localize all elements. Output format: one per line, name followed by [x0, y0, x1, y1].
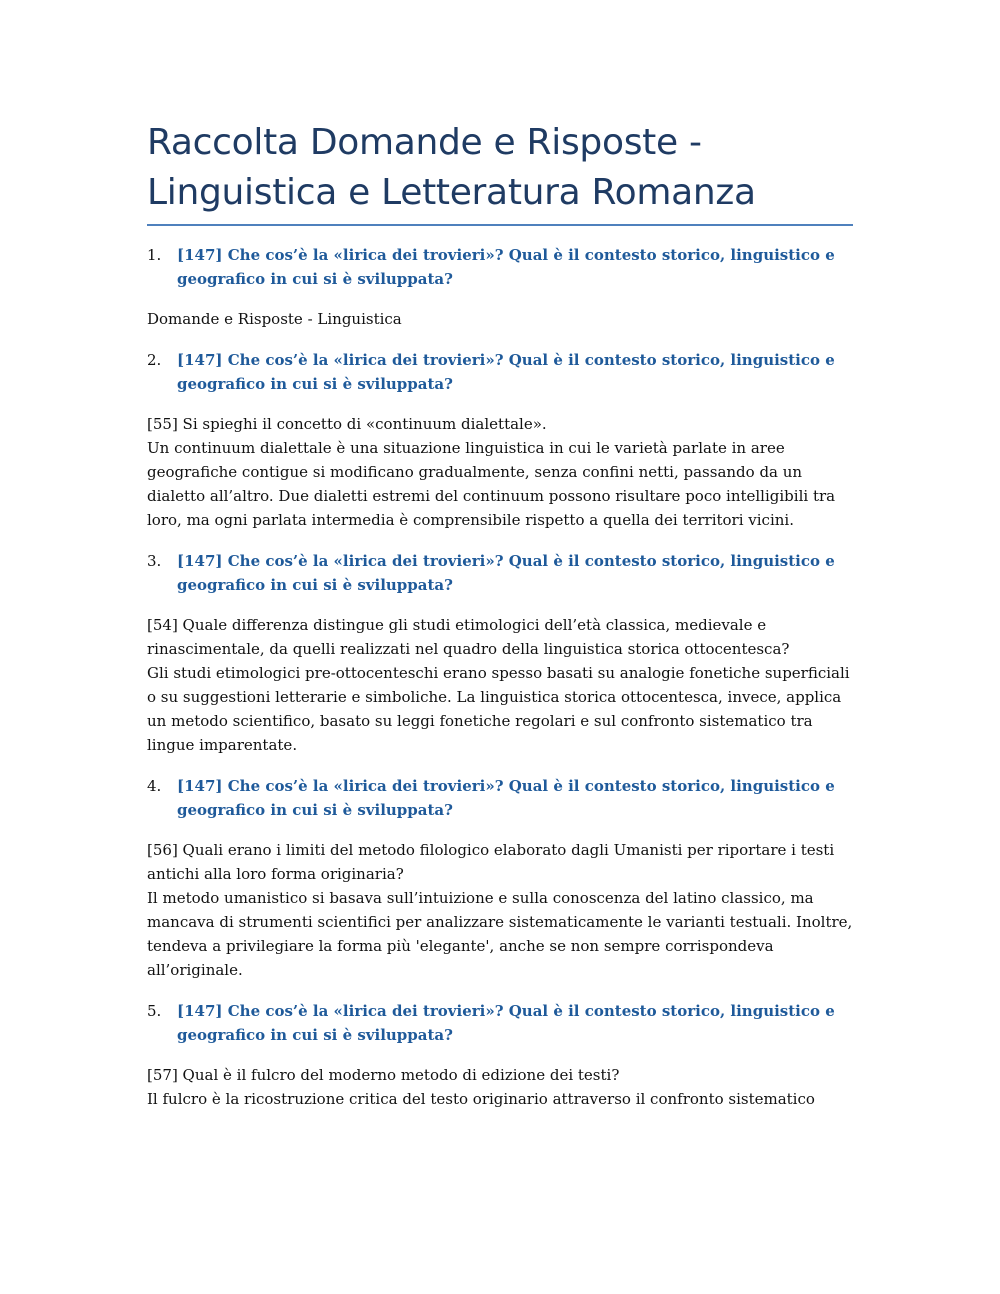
- answer-paragraph-4: [147, 838, 853, 982]
- answer-paragraph-5: [147, 1063, 853, 1111]
- paragraph-answer: Il metodo umanistico si basava sull’intuizione e sulla conoscenza del latino classico, ma mancava di strumenti scientifici per analizzare sistematicamente le varianti testuali. Inoltre, tendeva a privilegiare la forma più 'elegante', anche se non sempre corrispondeva all’originale.: [147, 889, 853, 979]
- paragraph-answer: Il fulcro è la ricostruzione critica del testo originario attraverso il confronto sistematico: [147, 1090, 815, 1108]
- document-title: [147, 118, 853, 226]
- list-number: 1.: [147, 246, 162, 264]
- question-heading-2: [147, 348, 853, 396]
- question-text: [147] Che cos’è la «lirica dei trovieri»? Qual è il contesto storico, linguistico e geografico in cui si è sviluppata?: [177, 246, 835, 288]
- question-text: [147] Che cos’è la «lirica dei trovieri»? Qual è il contesto storico, linguistico e geografico in cui si è sviluppata?: [177, 351, 835, 393]
- document-page: [147, 118, 853, 1111]
- question-heading-5: [147, 999, 853, 1047]
- list-number: 4.: [147, 777, 162, 795]
- list-number: 3.: [147, 552, 162, 570]
- question-heading-1: [147, 243, 853, 291]
- paragraph-question: Domande e Risposte - Linguistica: [147, 310, 402, 328]
- answer-paragraph-1: [147, 307, 853, 331]
- list-number: 2.: [147, 351, 162, 369]
- question-text: [147] Che cos’è la «lirica dei trovieri»? Qual è il contesto storico, linguistico e geografico in cui si è sviluppata?: [177, 1002, 835, 1044]
- paragraph-answer: Gli studi etimologici pre-ottocenteschi erano spesso basati su analogie fonetiche superficiali o su suggestioni letterarie e simboliche. La linguistica storica ottocentesca, invece, applica un metodo scientifico, basato su leggi fonetiche regolari e sul confronto sistematico tra lingue imparentate.: [147, 664, 850, 754]
- list-number: 5.: [147, 1002, 162, 1020]
- paragraph-question: [56] Quali erano i limiti del metodo filologico elaborato dagli Umanisti per riportare i testi antichi alla loro forma originaria?: [147, 841, 835, 883]
- title-line-1: Raccolta Domande e Risposte -: [147, 122, 702, 163]
- paragraph-question: [55] Si spieghi il concetto di «continuum dialettale».: [147, 415, 547, 433]
- paragraph-answer: Un continuum dialettale è una situazione linguistica in cui le varietà parlate in aree geografiche contigue si modificano gradualmente, senza confini netti, passando da un dialetto all’altro. Due dialetti estremi del continuum possono risultare poco intelligibili tra loro, ma ogni parlata intermedia è comprensibile rispetto a quella dei territori vicini.: [147, 439, 836, 529]
- question-heading-4: [147, 774, 853, 822]
- answer-paragraph-2: [147, 412, 853, 532]
- paragraph-question: [54] Quale differenza distingue gli studi etimologici dell’età classica, medievale e rinascimentale, da quelli realizzati nel quadro della linguistica storica ottocentesca?: [147, 616, 790, 658]
- title-line-2: Linguistica e Letteratura Romanza: [147, 172, 756, 213]
- question-heading-3: [147, 549, 853, 597]
- answer-paragraph-3: [147, 613, 853, 757]
- paragraph-question: [57] Qual è il fulcro del moderno metodo di edizione dei testi?: [147, 1066, 620, 1084]
- question-text: [147] Che cos’è la «lirica dei trovieri»? Qual è il contesto storico, linguistico e geografico in cui si è sviluppata?: [177, 777, 835, 819]
- question-text: [147] Che cos’è la «lirica dei trovieri»? Qual è il contesto storico, linguistico e geografico in cui si è sviluppata?: [177, 552, 835, 594]
